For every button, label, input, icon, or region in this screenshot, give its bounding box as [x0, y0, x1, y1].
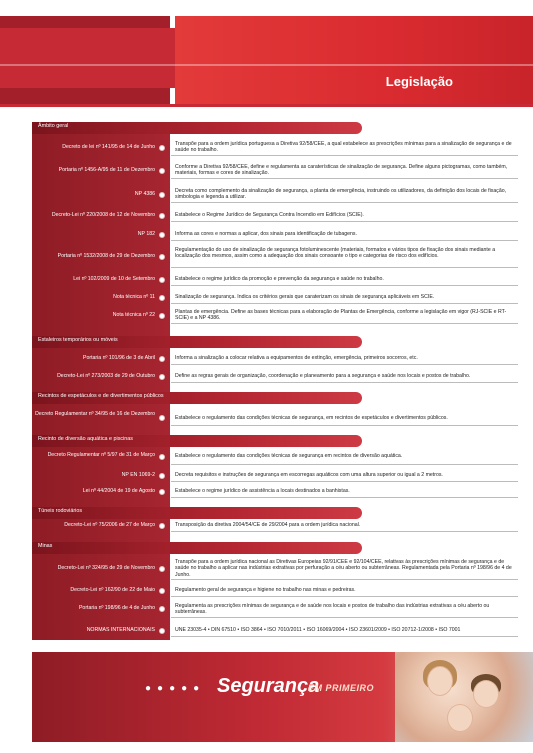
item-description: Estabelece o regime jurídico da promoção e prevenção da segurança e saúde no trabalho.	[175, 276, 384, 282]
item-description: Informa as cores e normas a aplicar, dos sinais para identificação de tubagens.	[175, 231, 357, 237]
row-divider	[171, 364, 518, 365]
bullet-icon	[159, 277, 165, 283]
section-header	[32, 122, 362, 134]
item-reference: Decreto-Lei nº 75/2006 de 27 de Março	[64, 522, 155, 528]
row-divider	[171, 202, 518, 203]
bullet-icon	[159, 192, 165, 198]
item-reference: NP 4386	[134, 191, 155, 197]
section-header	[32, 435, 362, 447]
bullet-icon	[159, 473, 165, 479]
item-reference: Decreto-Lei nº 220/2008 de 12 de Novembro	[51, 212, 155, 218]
item-description: Sinalização de segurança. Indica os critérios gerais que caraterizam os sinais de segurança aplicáveis em SCIE.	[175, 294, 435, 300]
item-reference: NP 182	[137, 231, 155, 237]
item-reference: Lei nº 44/2004 de 19 de Agosto	[82, 488, 155, 494]
item-description: Define as regras gerais de organização, coordenação e planeamento para a segurança e saúde nos locais e postos de trabalho.	[175, 373, 471, 379]
brand-tagline: EM PRIMEIRO	[308, 683, 375, 693]
photo-face	[473, 680, 499, 708]
item-description: Regulamento geral de segurança e higiene no trabalho nas minas e pedreiras.	[175, 587, 356, 593]
item-reference: NORMAS INTERNACIONAIS	[86, 627, 155, 633]
bullet-icon	[159, 145, 165, 151]
item-reference: Nota técnica nº 11	[113, 294, 155, 300]
photo-face	[427, 666, 453, 696]
row-divider	[171, 285, 518, 286]
family-photo	[395, 652, 533, 742]
section-header	[32, 542, 362, 554]
bullet-icon	[159, 454, 165, 460]
item-description: UNE 23035-4 • DIN 67510 • ISO 3864 • ISO 7010/2011 • ISO 16069/2004 • ISO 23601/2009 • ISO 20712-1/2008 • ISO 7001	[175, 627, 461, 633]
item-reference: Decreto Regulamentar nº 5/97 de 31 de Março	[47, 452, 155, 458]
item-reference: Decreto de lei nº 141/95 de 14 de Junho	[62, 144, 155, 150]
item-reference: Portaria nº 1532/2008 de 29 de Dezembro	[57, 253, 155, 259]
item-reference: Portaria nº 101/96 de 3 de Abril	[83, 355, 155, 361]
row-divider	[171, 464, 518, 465]
bullet-icon	[159, 232, 165, 238]
item-description: Plantas de emergência. Define as bases técnicas para a elaboração de Plantas de Emergência, conforme a legislação em vigor (RJ-SCIE e RT-SCIE) e a NP 4386.	[175, 309, 507, 322]
header-underline	[0, 104, 533, 107]
item-description: Decreta como complemento da sinalização de segurança, a planta de emergência, instruindo os utilizadores, da definição dos locais de fixação, simbologia e legenda a utilizar.	[175, 188, 507, 201]
page-title: Legislação	[385, 74, 453, 89]
item-description: Informa a sinalização a colocar relativa a equipamentos de extinção, emergência, primeiros socorros, etc.	[175, 355, 418, 361]
item-description: Transposição da diretiva 2004/54/CE de 29/2004 para a ordem jurídica nacional.	[175, 522, 361, 528]
item-reference: Decreto-Lei nº 162/90 de 22 de Maio	[70, 587, 155, 593]
section-header	[32, 336, 362, 348]
row-divider	[171, 240, 518, 241]
bullet-icon	[159, 356, 165, 362]
item-reference: Portaria nº 1456-A/95 de 11 de Dezembro	[58, 167, 155, 173]
bullet-icon	[159, 254, 165, 260]
item-description: Regulamenta as prescrições mínimas de segurança e de saúde nos locais e postos de trabalho das indústrias extrativas a céu aberto ou subterrâneas.	[175, 603, 490, 616]
header-block-left-inner	[0, 28, 190, 88]
row-divider	[171, 531, 518, 532]
row-divider	[171, 596, 518, 597]
bullet-icon	[159, 313, 165, 319]
item-description: Estabelece o regulamento das condições técnicas de segurança em recintos de diversão aquática.	[175, 453, 403, 459]
item-description: Transpõe para a ordem jurídica portuguesa a Diretiva 92/58/CEE, a qual estabelece as prescrições mínimas para a sinalização de segurança e de saúde no trabalho.	[175, 141, 512, 154]
section-title: Estaleiros temporários ou móveis	[38, 337, 118, 343]
item-reference: Decreto-Lei nº 324/95 de 29 de Novembro	[57, 565, 155, 571]
item-description: Estabelece o regulamento das condições técnicas de segurança, em recintos de espetáculos e divertimentos públicos.	[175, 415, 448, 421]
bullet-icon	[159, 523, 165, 529]
row-divider	[171, 303, 518, 304]
bullet-icon	[159, 566, 165, 572]
bullet-icon	[159, 628, 165, 634]
header-block-right	[175, 16, 533, 104]
left-column-background	[32, 122, 170, 640]
row-divider	[171, 636, 518, 637]
row-divider	[171, 425, 518, 426]
item-description: Conforme a Diretiva 92/58/CEE, define e regulamenta as caraterísticas de sinalização de segurança. Define alguns pictogramas, como também, materiais, formas e cores de sinalização.	[175, 164, 508, 177]
item-description: Estabelece o regime jurídico de assistência a locais destinados a banhistas.	[175, 488, 350, 494]
bullet-icon	[159, 374, 165, 380]
item-reference: Nota técnica nº 22	[112, 312, 155, 318]
item-description: Estabelece o Regime Jurídico de Segurança Contra Incendio em Edifícios (SCIE).	[175, 212, 364, 218]
section-title: Âmbito geral	[38, 123, 69, 129]
header-stripe	[0, 64, 533, 66]
bullet-icon	[159, 489, 165, 495]
row-divider	[171, 382, 518, 383]
bullet-icon	[159, 168, 165, 174]
row-divider	[171, 267, 518, 268]
section-header	[32, 507, 362, 519]
item-description: Transpõe para a ordem jurídica nacional as Diretivas Europeias 92/91/CEE e 92/104/CEE, relativas às prescrições mínimas de segurança e de saúde no trabalho a aplicar nas indústrias extrativas por perfuração a céu aberto ou subterrâneas. Regulamentada pela Portaria nº 198/96 de 4 de Junho.	[175, 559, 512, 578]
item-description: Decreta requisitos e instruções de segurança em escorregas aquáticos com uma altura superior ou igual a 2 metros.	[175, 472, 443, 478]
row-divider	[171, 155, 518, 156]
row-divider	[171, 617, 518, 618]
item-reference: Lei nº 102/2009 de 10 de Setembro	[73, 276, 155, 282]
bullet-icon	[159, 213, 165, 219]
bullet-icon	[159, 588, 165, 594]
section-header	[32, 392, 362, 404]
decorative-dots: ●●●●●	[145, 683, 206, 694]
item-description: Regulamentação do uso de sinalização de segurança fotoluminescente (materiais, formatos e vários tipos de fixação dos sinais mediante a localização dos mesmos, assim como a adequação dos sinais consoante o tipo e categorias de risco dos edifícios.	[175, 247, 496, 260]
brand-logo: Segurança	[217, 675, 320, 697]
bullet-icon	[159, 606, 165, 612]
item-reference: NP EN 1069-2	[121, 472, 155, 478]
section-title: Recinto de diversão aquática e piscinas	[38, 436, 133, 442]
row-divider	[171, 497, 518, 498]
row-divider	[171, 579, 518, 580]
item-reference: Portaria nº 198/96 de 4 de Junho	[78, 605, 155, 611]
section-title: Minas	[38, 543, 53, 549]
item-reference: Decreto Regulamentar nº 34/95 de 16 de Dezembro	[35, 411, 155, 417]
row-divider	[171, 221, 518, 222]
section-title: Recintos de espetáculos e de divertimentos públicos	[38, 393, 164, 399]
row-divider	[171, 323, 518, 324]
bullet-icon	[159, 415, 165, 421]
bullet-icon	[159, 295, 165, 301]
photo-face	[447, 704, 473, 732]
row-divider	[171, 481, 518, 482]
item-reference: Decreto-Lei nº 273/2003 de 29 de Outubro	[57, 373, 155, 379]
page-header	[0, 0, 533, 104]
row-divider	[171, 178, 518, 179]
section-title: Túneis rodoviários	[38, 508, 83, 514]
